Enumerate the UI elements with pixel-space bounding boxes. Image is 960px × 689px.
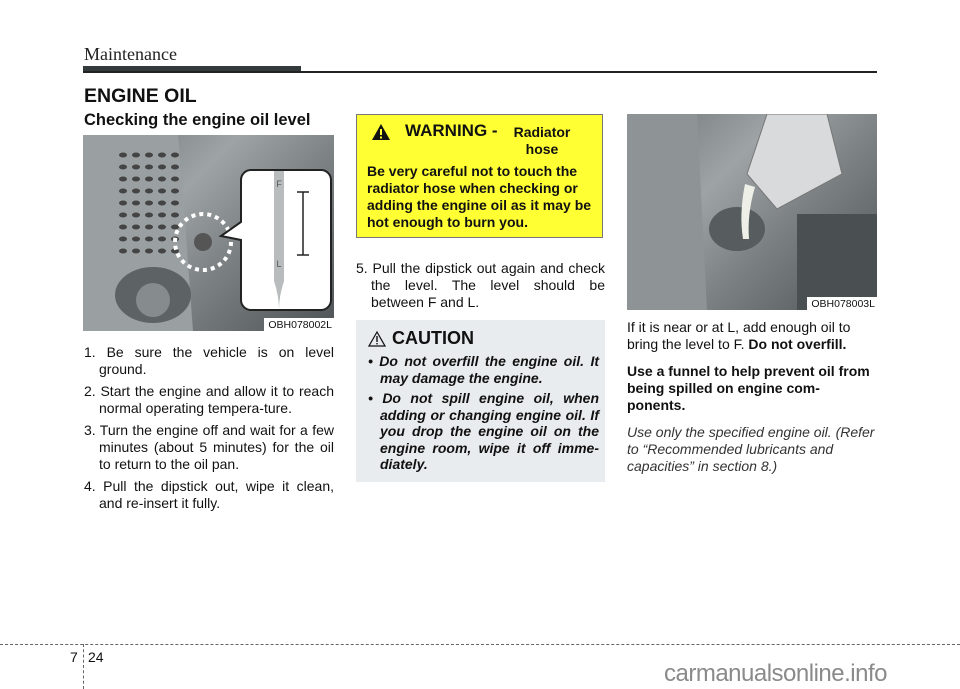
vent-hole bbox=[132, 249, 140, 254]
engine-dipstick-photo bbox=[83, 135, 334, 331]
section-subtitle: Checking the engine oil level bbox=[84, 111, 311, 129]
vent-hole bbox=[132, 165, 140, 170]
step-item: 1. Be sure the vehicle is on level ground. bbox=[84, 344, 334, 377]
vent-hole bbox=[119, 249, 127, 254]
warning-body: Be very careful not to touch the radiator hose when checking or adding the engine oil as it may be hot enough to burn you. bbox=[367, 163, 592, 230]
caution-item: • Do not overfill the engine oil. It may damage the engine. bbox=[368, 353, 599, 386]
vent-hole bbox=[145, 225, 153, 230]
photo-label: OBH078002L bbox=[264, 318, 334, 331]
vent-hole bbox=[132, 189, 140, 194]
vent-hole bbox=[119, 237, 127, 242]
vent-hole bbox=[145, 201, 153, 206]
step-item: 4. Pull the dipstick out, wipe it clean, and re-insert it fully. bbox=[84, 478, 334, 511]
vent-hole bbox=[119, 153, 127, 158]
page-title: ENGINE OIL bbox=[84, 85, 197, 107]
vent-hole bbox=[158, 177, 166, 182]
vent-hole bbox=[145, 189, 153, 194]
vent-hole bbox=[171, 153, 179, 158]
vent-hole bbox=[119, 225, 127, 230]
paragraph-note: Use only the specified engine oil. (Refer to “Recommended lubricants and capacities” in section 8.) bbox=[627, 424, 875, 474]
vent-hole bbox=[145, 237, 153, 242]
vent-hole bbox=[145, 213, 153, 218]
paragraph-emphasis: Do not overfill. bbox=[748, 336, 847, 352]
right-column-text bbox=[627, 319, 877, 485]
vent-hole bbox=[158, 189, 166, 194]
caution-triangle-icon bbox=[368, 331, 386, 347]
section-header: Maintenance bbox=[84, 44, 177, 64]
warning-triangle-icon bbox=[371, 123, 391, 141]
vent-hole bbox=[145, 249, 153, 254]
vent-hole bbox=[119, 177, 127, 182]
vent-hole bbox=[171, 225, 179, 230]
vent-hole bbox=[158, 213, 166, 218]
vent-hole bbox=[171, 177, 179, 182]
vent-hole bbox=[171, 201, 179, 206]
oil-funnel-illustration bbox=[627, 114, 877, 310]
photo-label: OBH078003L bbox=[807, 297, 877, 310]
vent-hole bbox=[132, 177, 140, 182]
vent-hole bbox=[119, 165, 127, 170]
vent-hole bbox=[119, 201, 127, 206]
caution-label: CAUTION bbox=[392, 328, 474, 348]
steps-list bbox=[84, 344, 334, 517]
vent-hole bbox=[132, 201, 140, 206]
dipstick-mark-l: L bbox=[276, 259, 282, 269]
vent-hole bbox=[132, 225, 140, 230]
vent-hole bbox=[171, 213, 179, 218]
step-item: 2. Start the engine and allow it to reach normal operating tempera-ture. bbox=[84, 383, 334, 416]
paragraph-text: Use a funnel to help prevent oil from being spilled on engine com-ponents. bbox=[627, 363, 870, 413]
adding-oil-photo bbox=[627, 114, 877, 310]
caution-box bbox=[356, 320, 605, 482]
warning-label: WARNING - bbox=[405, 121, 498, 140]
footer-rule bbox=[0, 644, 960, 645]
vent-hole bbox=[158, 249, 166, 254]
vent-hole bbox=[158, 201, 166, 206]
vent-hole bbox=[158, 153, 166, 158]
vent-hole bbox=[132, 153, 140, 158]
vent-hole bbox=[145, 165, 153, 170]
page-number: 24 bbox=[88, 649, 104, 665]
vent-hole bbox=[158, 225, 166, 230]
vent-hole bbox=[171, 165, 179, 170]
vent-hole bbox=[145, 153, 153, 158]
vent-hole bbox=[158, 165, 166, 170]
vent-hole bbox=[119, 189, 127, 194]
caution-item: • Do not spill engine oil, when adding or changing engine oil. If you drop the engine oil on the engine room, wipe it off imme-diately. bbox=[368, 390, 599, 472]
warning-box bbox=[356, 114, 603, 238]
paragraph-text: If it is near or at L, add enough oil to bring the level to F. bbox=[627, 319, 851, 352]
warning-subject: Radiator hose bbox=[513, 124, 571, 157]
step-item: 3. Turn the engine off and wait for a few minutes (about 5 minutes) for the oil to return to the oil pan. bbox=[84, 422, 334, 472]
footer-divider bbox=[83, 644, 84, 689]
vent-hole bbox=[132, 213, 140, 218]
vent-hole bbox=[145, 177, 153, 182]
vent-hole bbox=[119, 213, 127, 218]
step-item: 5. Pull the dipstick out again and check the level. The level should be between F and L. bbox=[356, 260, 605, 310]
header-rule bbox=[83, 71, 877, 73]
vent-hole bbox=[158, 237, 166, 242]
vent-hole bbox=[132, 237, 140, 242]
watermark: carmanualsonline.info bbox=[664, 660, 887, 687]
engine-cover-illustration bbox=[83, 135, 334, 331]
chapter-number: 7 bbox=[70, 649, 78, 665]
vent-hole bbox=[171, 189, 179, 194]
dipstick-mark-f: F bbox=[276, 179, 282, 189]
